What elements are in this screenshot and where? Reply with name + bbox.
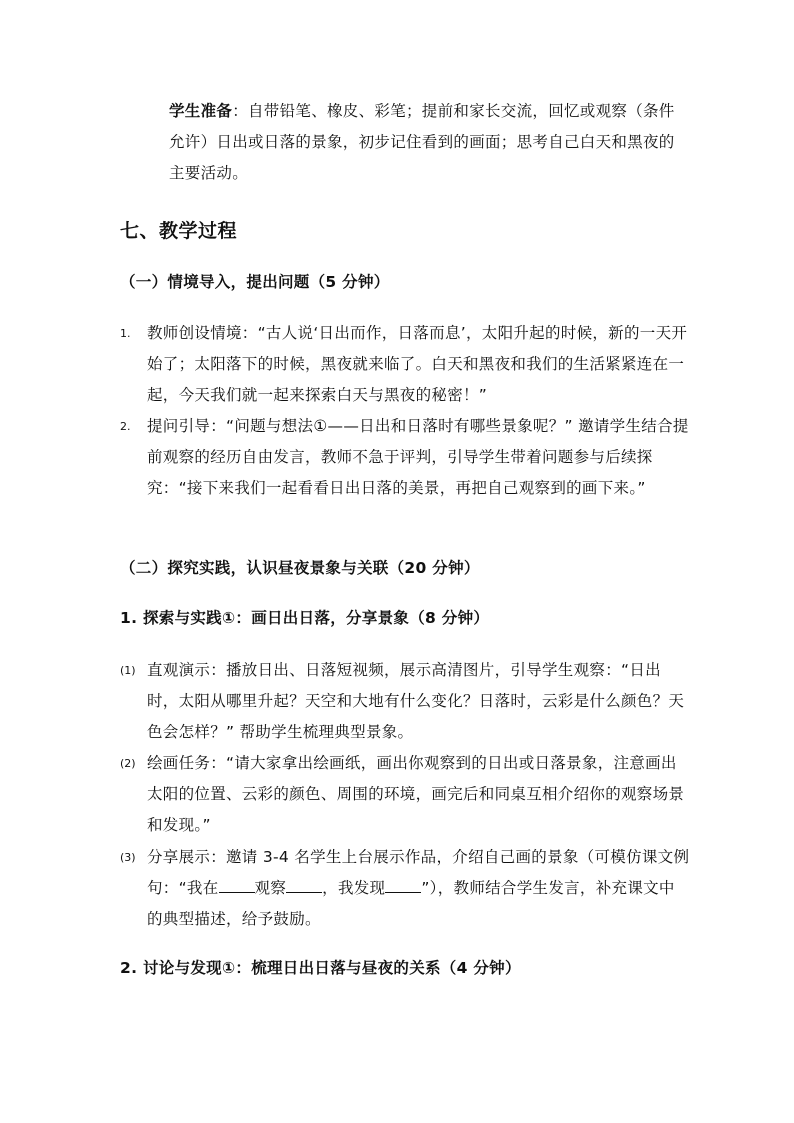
text-segment: ，我发现 bbox=[322, 879, 386, 897]
list-item-text: 直观演示：播放日出、日落短视频，展示高清图片，引导学生观察：“日出时，太阳从哪里升起？天空和大地有什么变化？日落时，云彩是什么颜色？天色会怎样？” 帮助学生梳理典型景象。 bbox=[147, 661, 685, 741]
fill-blank bbox=[385, 878, 421, 893]
text-segment: 观察 bbox=[254, 879, 287, 897]
list-marker: 1. bbox=[120, 327, 131, 340]
list-item bbox=[120, 318, 690, 411]
list-item bbox=[120, 748, 690, 841]
list-marker: (2) bbox=[120, 757, 136, 770]
list-item-text bbox=[147, 842, 690, 935]
fill-blank bbox=[219, 878, 255, 893]
text-segment: 分享展示：邀请 3-4 名学生上台展示作品，介绍自己画的景象（可模仿课文例句：“我在 bbox=[147, 848, 690, 897]
part2-sub2-heading: 2. 讨论与发现①：梳理日出日落与昼夜的关系（4 分钟） bbox=[120, 959, 521, 977]
list-marker: 2. bbox=[120, 420, 131, 433]
list-item bbox=[120, 842, 690, 935]
student-prep-paragraph bbox=[169, 96, 684, 189]
list-marker: (3) bbox=[120, 851, 136, 864]
student-prep-label: 学生准备 bbox=[169, 102, 233, 120]
list-item-text: 绘画任务：“请大家拿出绘画纸，画出你观察到的日出或日落景象，注意画出太阳的位置、云彩的颜色、周围的环境，画完后和同桌互相介绍你的观察场景和发现。” bbox=[147, 754, 685, 834]
part1-heading: （一）情境导入，提出问题（5 分钟） bbox=[120, 273, 390, 291]
section-title: 七、教学过程 bbox=[120, 220, 238, 242]
part2-heading: （二）探究实践，认识昼夜景象与关联（20 分钟） bbox=[120, 559, 480, 577]
fill-blank bbox=[286, 878, 322, 893]
list-item-text: 教师创设情境：“古人说‘日出而作，日落而息’，太阳升起的时候，新的一天开始了；太阳落下的时候，黑夜就来临了。白天和黑夜和我们的生活紧紧连在一起，今天我们就一起来探索白天与黑夜的秘密！” bbox=[147, 324, 688, 404]
text-segment: ”），教师结合学生发言，补充课文中的典型描述，给予鼓励。 bbox=[147, 879, 675, 928]
list-marker: (1) bbox=[120, 664, 136, 677]
list-item bbox=[120, 411, 690, 504]
list-item-text: 提问引导：“问题与想法①——日出和日落时有哪些景象呢？” 邀请学生结合提前观察的经历自由发言，教师不急于评判，引导学生带着问题参与后续探究：“接下来我们一起看看日出日落的美景，再把自己观察到的画下来。” bbox=[147, 417, 689, 497]
list-item bbox=[120, 655, 690, 748]
student-prep-text: ：自带铅笔、橡皮、彩笔；提前和家长交流，回忆或观察（条件允许）日出或日落的景象，初步记住看到的画面；思考自己白天和黑夜的主要活动。 bbox=[169, 102, 675, 182]
part2-sub1-heading: 1. 探索与实践①：画日出日落，分享景象（8 分钟） bbox=[120, 609, 490, 627]
